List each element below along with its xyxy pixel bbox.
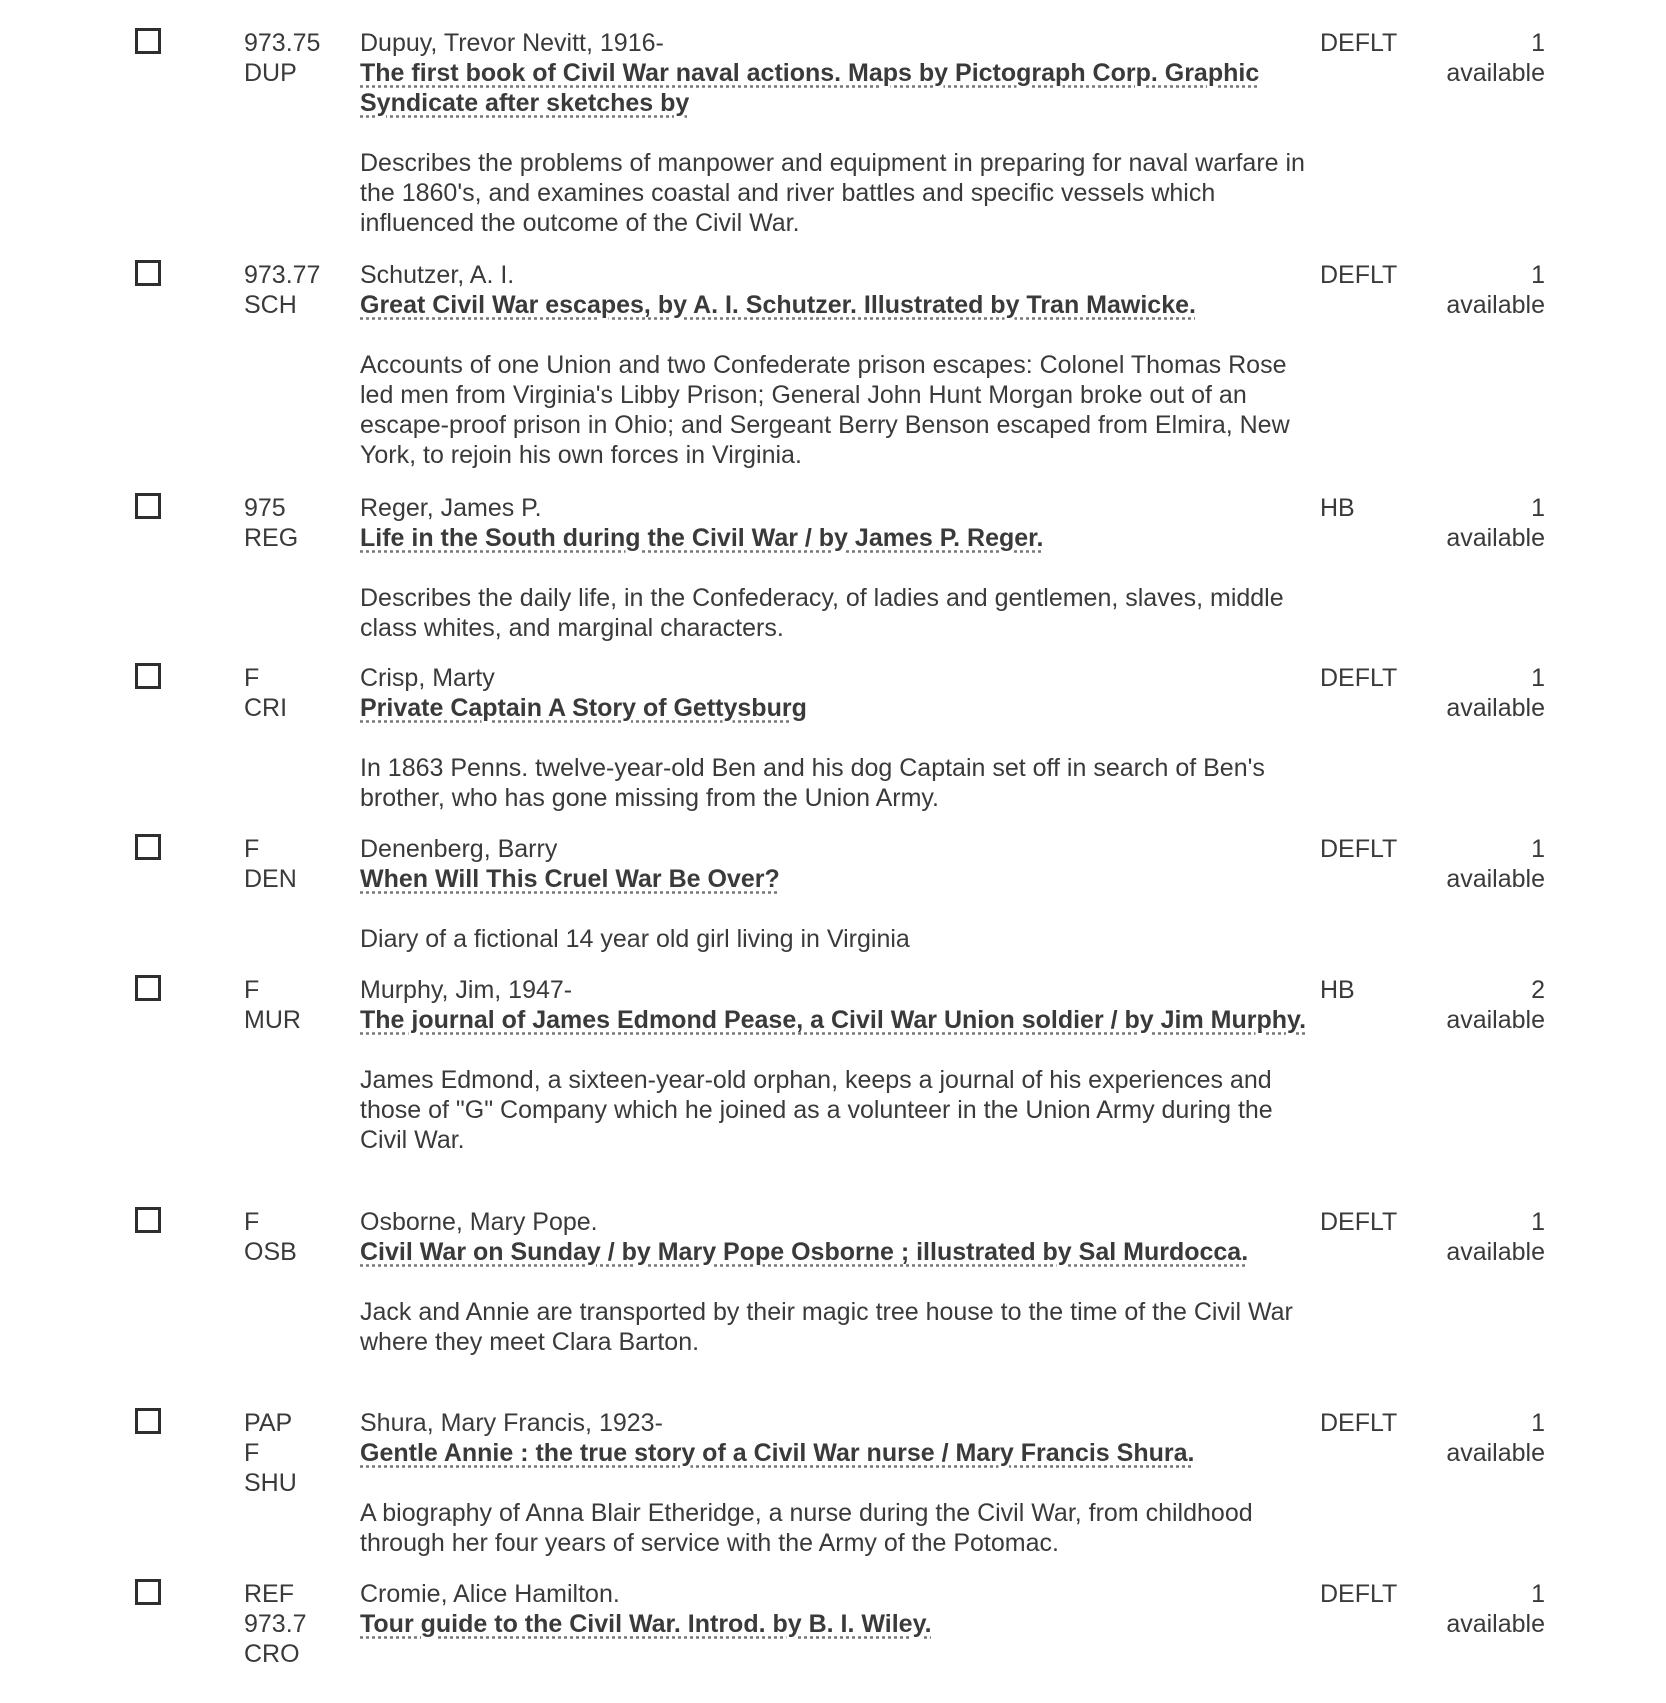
author: Cromie, Alice Hamilton. [360,1580,620,1608]
call-number-line: 973.7 [244,1610,307,1638]
call-number-line: F [244,664,260,692]
author: Schutzer, A. I. [360,261,515,289]
call-number-line: PAP [244,1409,293,1437]
availability [1420,493,1545,553]
copies-count: 1 [1531,1208,1545,1236]
description: Accounts of one Union and two Confederate prison escapes: Colonel Thomas Rose led men from Virginia's Libby Prison; General John Hunt Morgan broke out of an escape-proof prison in Ohio; and Sergeant Berry Benson escaped from Elmira, New York, to rejoin his own forces in Virginia. [360,351,1290,469]
select-checkbox[interactable] [135,1408,161,1434]
call-number-line: 973.75 [244,29,321,57]
call-number-line: F [244,1439,260,1467]
availability-status: available [1446,524,1545,552]
call-number [244,260,344,320]
call-number [244,28,344,88]
location-code: DEFLT [1320,261,1398,289]
title-link[interactable]: Private Captain A Story of Gettysburg [360,694,807,722]
call-number [244,1207,344,1267]
availability [1420,28,1545,88]
availability-status: available [1446,59,1545,87]
select-checkbox[interactable] [135,260,161,286]
availability-status: available [1446,1006,1545,1034]
description: In 1863 Penns. twelve-year-old Ben and his dog Captain set off in search of Ben's brother, who has gone missing from the Union Army. [360,754,1265,812]
call-number-line: 975 [244,494,286,522]
title-link[interactable]: When Will This Cruel War Be Over? [360,865,780,893]
location-code: DEFLT [1320,29,1398,57]
location-code: DEFLT [1320,664,1398,692]
availability [1420,1579,1545,1639]
title-link[interactable]: Life in the South during the Civil War / by James P. Reger. [360,524,1044,552]
author: Crisp, Marty [360,664,495,692]
location-code: DEFLT [1320,1208,1398,1236]
title-link[interactable]: Civil War on Sunday / by Mary Pope Osborne ; illustrated by Sal Murdocca. [360,1238,1249,1266]
call-number-line: DEN [244,865,297,893]
record-details [360,834,1310,954]
record-details [360,663,1310,813]
copies-count: 2 [1531,976,1545,1004]
author: Denenberg, Barry [360,835,558,863]
description: Describes the problems of manpower and equipment in preparing for naval warfare in the 1860's, and examines coastal and river battles and specific vessels which influenced the outcome of the Civil War. [360,149,1305,237]
select-checkbox[interactable] [135,1579,161,1605]
availability [1420,663,1545,723]
call-number-line: OSB [244,1238,297,1266]
availability-status: available [1446,1238,1545,1266]
title-link[interactable]: The journal of James Edmond Pease, a Civil War Union soldier / by Jim Murphy. [360,1006,1307,1034]
call-number [244,1579,344,1669]
call-number-line: F [244,1208,260,1236]
location-code: DEFLT [1320,835,1398,863]
description: Describes the daily life, in the Confederacy, of ladies and gentlemen, slaves, middle class whites, and marginal characters. [360,584,1284,642]
description: Diary of a fictional 14 year old girl living in Virginia [360,925,910,953]
description: James Edmond, a sixteen-year-old orphan, keeps a journal of his experiences and those of "G" Company which he joined as a volunteer in the Union Army during the Civil War. [360,1066,1273,1154]
select-checkbox[interactable] [135,663,161,689]
select-checkbox[interactable] [135,28,161,54]
location-code: DEFLT [1320,1580,1398,1608]
call-number-line: REG [244,524,299,552]
call-number-line: F [244,976,260,1004]
description: Jack and Annie are transported by their magic tree house to the time of the Civil War where they meet Clara Barton. [360,1298,1293,1356]
title-link[interactable]: The first book of Civil War naval actions. Maps by Pictograph Corp. Graphic Syndicate after sketches by [360,59,1260,117]
call-number-line: DUP [244,59,297,87]
record-details [360,28,1310,238]
availability [1420,1408,1545,1468]
record-details [360,493,1310,643]
select-checkbox[interactable] [135,834,161,860]
description: A biography of Anna Blair Etheridge, a nurse during the Civil War, from childhood through her four years of service with the Army of the Potomac. [360,1499,1253,1557]
select-checkbox[interactable] [135,975,161,1001]
record-details [360,1207,1310,1357]
availability-status: available [1446,865,1545,893]
author: Shura, Mary Francis, 1923- [360,1409,663,1437]
call-number [244,1408,344,1498]
call-number [244,975,344,1035]
call-number-line: REF [244,1580,294,1608]
copies-count: 1 [1531,835,1545,863]
title-link[interactable]: Great Civil War escapes, by A. I. Schutzer. Illustrated by Tran Mawicke. [360,291,1196,319]
select-checkbox[interactable] [135,493,161,519]
call-number [244,663,344,723]
record-details [360,260,1310,470]
call-number-line: 973.77 [244,261,321,289]
author: Dupuy, Trevor Nevitt, 1916- [360,29,664,57]
location-code: HB [1320,976,1355,1004]
availability-status: available [1446,694,1545,722]
call-number [244,834,344,894]
copies-count: 1 [1531,1409,1545,1437]
availability [1420,975,1545,1035]
record-details [360,1579,1310,1639]
availability [1420,1207,1545,1267]
select-checkbox[interactable] [135,1207,161,1233]
copies-count: 1 [1531,29,1545,57]
author: Osborne, Mary Pope. [360,1208,598,1236]
copies-count: 1 [1531,261,1545,289]
availability [1420,260,1545,320]
copies-count: 1 [1531,1580,1545,1608]
call-number-line: CRO [244,1640,300,1668]
call-number-line: MUR [244,1006,301,1034]
title-link[interactable]: Tour guide to the Civil War. Introd. by B. I. Wiley. [360,1610,932,1638]
availability-status: available [1446,291,1545,319]
call-number [244,493,344,553]
call-number-line: SHU [244,1469,297,1497]
author: Reger, James P. [360,494,542,522]
call-number-line: F [244,835,260,863]
call-number-line: CRI [244,694,288,722]
copies-count: 1 [1531,494,1545,522]
record-details [360,975,1310,1155]
copies-count: 1 [1531,664,1545,692]
location-code: HB [1320,494,1355,522]
availability [1420,834,1545,894]
location-code: DEFLT [1320,1409,1398,1437]
author: Murphy, Jim, 1947- [360,976,573,1004]
record-details [360,1408,1310,1558]
availability-status: available [1446,1439,1545,1467]
call-number-line: SCH [244,291,297,319]
availability-status: available [1446,1610,1545,1638]
title-link[interactable]: Gentle Annie : the true story of a Civil War nurse / Mary Francis Shura. [360,1439,1195,1467]
